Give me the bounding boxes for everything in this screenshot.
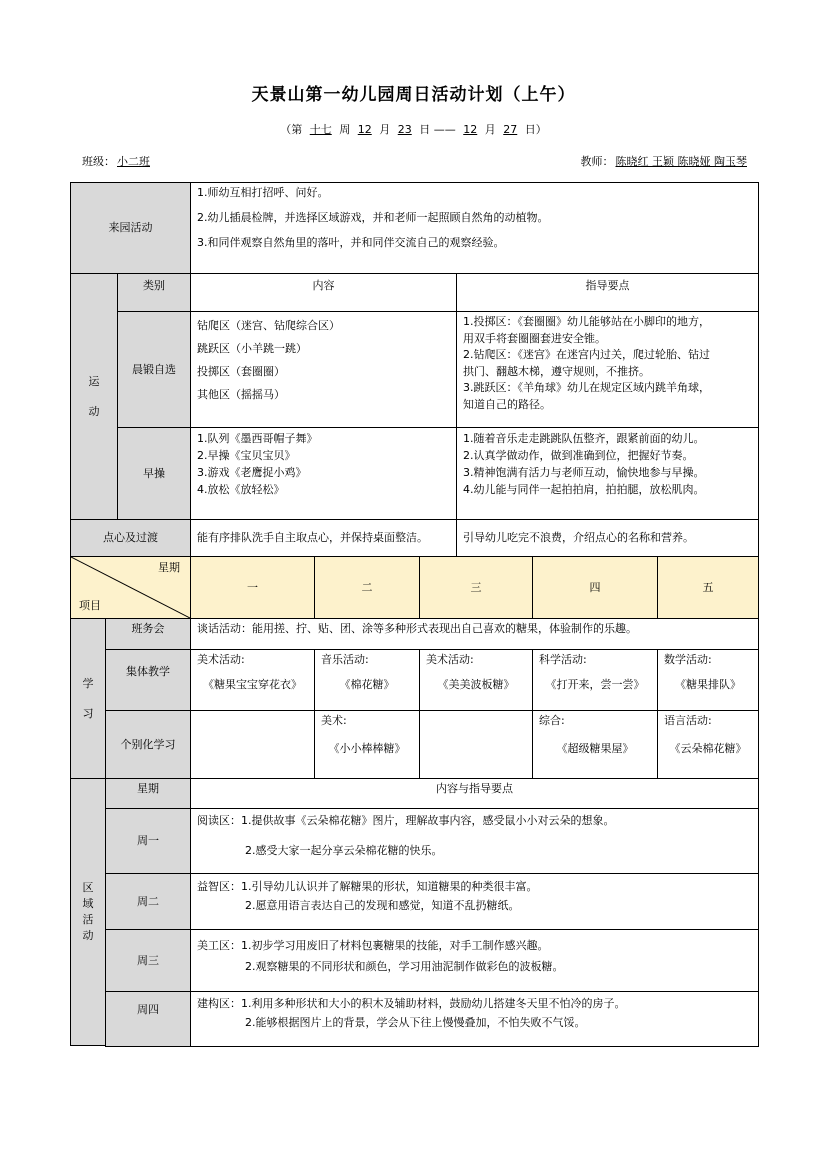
area-col-weekday: 星期 [105,778,191,809]
individual-cell-thu [532,710,658,779]
arrival-line: 3.和同伴观察自然角里的落叶，并和同伴交流自己的观察经验。 [197,235,505,249]
area-label-char: 域 [82,897,94,911]
individual-cell-mon [190,710,315,779]
activity-name: 《棉花糖》 [339,677,395,691]
week-label: 周 [339,123,351,136]
individual-cell-tue [314,710,420,779]
snack-content: 能有序排队洗手自主取点心，并保持桌面整洁。 [190,519,457,557]
guide-line: 用双手将套圈圈套进安全锥。 [463,331,606,345]
sport-label [70,273,118,520]
sport-label-char: 运 [88,374,100,388]
area-line [197,879,752,895]
start-day: 23 [397,123,412,136]
day-end-label: 日） [524,123,547,136]
area-label [70,778,106,1046]
area-zone: 益智区： [197,880,241,893]
weekday-header-label: 星期 [158,561,180,574]
area-text: 1.引导幼儿认识并了解糖果的形状，知道糖果的种类很丰富。 [241,880,538,893]
study-label-char: 学 [82,676,94,690]
area-day-mon: 周一 [105,808,191,874]
content-line: 4.放松《放轻松》 [197,483,285,497]
week-range [0,121,827,137]
group-cell-wed [419,649,533,711]
individual-learning-label: 个别化学习 [105,710,191,779]
area-content-thu [190,991,759,1047]
exercise-content [190,427,457,520]
guide-line: 2.认真学做动作，做到准确到位，把握好节奏。 [463,449,694,463]
guide-line: 1.随着音乐走走跳跳队伍整齐，跟紧前面的幼儿。 [463,432,705,445]
class-value: 小二班 [117,155,150,168]
area-line [197,996,752,1012]
content-line: 3.游戏《老鹰捉小鸡》 [197,466,307,480]
area-content-wed [190,929,759,992]
morning-free-guide [456,311,759,428]
month-label: 月 [484,123,496,136]
day-header-wed: 三 [419,556,533,619]
area-label-char: 活 [82,913,94,926]
activity-name: 《超级糖果屋》 [556,741,634,755]
area-line: 2.感受大家一起分享云朵棉花糖的快乐。 [245,843,443,857]
area-content-tue [190,873,759,930]
activity-type: 综合: [539,714,565,727]
guide-line: 3.精神饱满有活力与老师互动，愉快地参与早操。 [463,466,705,480]
day-header-mon: 一 [190,556,315,619]
week-prefix: （第 [280,123,303,136]
arrival-line: 1.师幼互相打招呼、问好。 [197,186,329,199]
day-dash-label: 日 —— [419,123,456,136]
study-label-char: 习 [82,706,94,720]
group-cell-mon [190,649,315,711]
class-label: 班级： [82,155,115,168]
exercise-label: 早操 [117,427,191,520]
end-day: 27 [503,123,518,136]
area-line [197,813,752,829]
area-content-mon [190,808,759,874]
area-day-wed: 周三 [105,929,191,992]
area-line: 2.愿意用语言表达自己的发现和感觉，知道不乱扔糖纸。 [245,898,520,912]
activity-type: 美术: [321,714,347,727]
content-line: 2.早操《宝贝宝贝》 [197,449,296,463]
activity-name: 《美美波板糖》 [437,677,515,691]
guide-line: 4.幼儿能与同伴一起拍拍肩，拍拍腿，放松肌肉。 [463,483,705,497]
area-zone: 建构区： [197,997,241,1010]
page-title: 天景山第一幼儿园周日活动计划（上午） [251,85,576,105]
morning-free-label: 晨锻自选 [117,311,191,428]
area-line: 2.观察糖果的不同形状和颜色，学习用油泥制作做彩色的波板糖。 [245,959,564,973]
group-cell-tue [314,649,420,711]
arrival-line: 2.幼儿插晨检牌，并选择区域游戏，并和老师一起照顾自然角的动植物。 [197,210,549,224]
activity-name: 《云朵棉花糖》 [669,741,747,755]
sport-col-guide: 指导要点 [456,273,759,312]
area-line [197,938,752,954]
guide-line: 1.投掷区：《套圈圈》幼儿能够站在小脚印的地方， [463,315,710,328]
morning-free-content [190,311,457,428]
area-day-tue: 周二 [105,873,191,930]
activity-name: 《打开来，尝一尝》 [545,677,645,691]
snack-label: 点心及过渡 [70,519,191,557]
weekday-item-header [70,556,191,619]
day-header-fri: 五 [657,556,759,619]
activity-type: 语言活动: [664,714,712,727]
start-month: 12 [357,123,372,136]
study-label [70,618,106,779]
class-meeting-content: 谈话活动：能用搓、拧、贴、团、涂等多种形式表现出自己喜欢的糖果，体验制作的乐趣。 [190,618,759,650]
area-text: 1.初步学习用废旧了材料包裹糖果的技能，对手工制作感兴趣。 [241,939,549,952]
activity-type: 美术活动: [197,653,245,666]
activity-name: 《糖果宝宝穿花衣》 [203,677,302,691]
activity-name: 《小小棒棒糖》 [328,741,406,755]
area-line: 2.能够根据图片上的背景，学会从下往上慢慢叠加，不怕失败不气馁。 [245,1015,586,1029]
item-header-label: 项目 [79,599,101,613]
class-info [82,153,152,169]
arrival-content [190,182,759,274]
group-cell-thu [532,649,658,711]
group-teaching-label: 集体教学 [105,649,191,711]
area-label-char: 区 [82,881,94,895]
content-line: 投掷区（套圈圈） [197,365,285,379]
month-label: 月 [379,123,391,136]
individual-cell-fri [657,710,759,779]
area-text: 1.利用多种形状和大小的积木及辅助材料，鼓励幼儿搭建冬天里不怕冷的房子。 [241,997,626,1010]
exercise-guide [456,427,759,520]
snack-guide: 引导幼儿吃完不浪费，介绍点心的名称和营养。 [456,519,759,557]
plan-table [71,183,759,1047]
teacher-value: 陈晓红 王颖 陈晓娅 陶玉琴 [615,155,747,168]
activity-name: 《糖果排队》 [675,677,741,691]
day-header-thu: 四 [532,556,658,619]
group-cell-fri [657,649,759,711]
area-day-thu: 周四 [105,991,191,1047]
week-number: 十七 [309,123,332,136]
teacher-info [581,153,750,169]
area-col-content: 内容与指导要点 [190,778,759,809]
area-zone: 阅读区： [197,814,241,827]
guide-line: 知道自己的路径。 [463,397,551,411]
activity-type: 音乐活动: [321,653,369,666]
activity-type: 数学活动: [664,653,712,666]
individual-cell-wed [419,710,533,779]
guide-line: 拱门、翻越木梯，遵守规则，不推挤。 [463,364,650,378]
content-line: 1.队列《墨西哥帽子舞》 [197,432,318,445]
class-meeting-label: 班务会 [105,618,191,650]
activity-type: 美术活动: [426,653,474,666]
area-zone: 美工区： [197,939,241,952]
area-text: 1.提供故事《云朵棉花糖》图片，理解故事内容，感受鼠小小对云朵的想象。 [241,814,615,827]
sport-label-char: 动 [88,404,100,418]
activity-type: 科学活动: [539,653,587,666]
guide-line: 3.跳跃区：《羊角球》幼儿在规定区域内跳羊角球， [463,381,710,394]
content-line: 跳跃区（小羊跳一跳） [197,342,307,356]
sport-col-content: 内容 [190,273,457,312]
content-line: 钻爬区（迷宫、钻爬综合区） [197,319,340,332]
sport-col-category: 类别 [117,273,191,312]
guide-line: 2.钻爬区：《迷宫》在迷宫内过关，爬过轮胎、钻过 [463,348,710,361]
teacher-label: 教师： [580,155,614,168]
day-header-tue: 二 [314,556,420,619]
content-line: 其他区（摇摇马） [197,388,285,402]
arrival-label: 来园活动 [70,182,191,274]
end-month: 12 [463,123,478,136]
area-label-char: 动 [82,928,94,942]
